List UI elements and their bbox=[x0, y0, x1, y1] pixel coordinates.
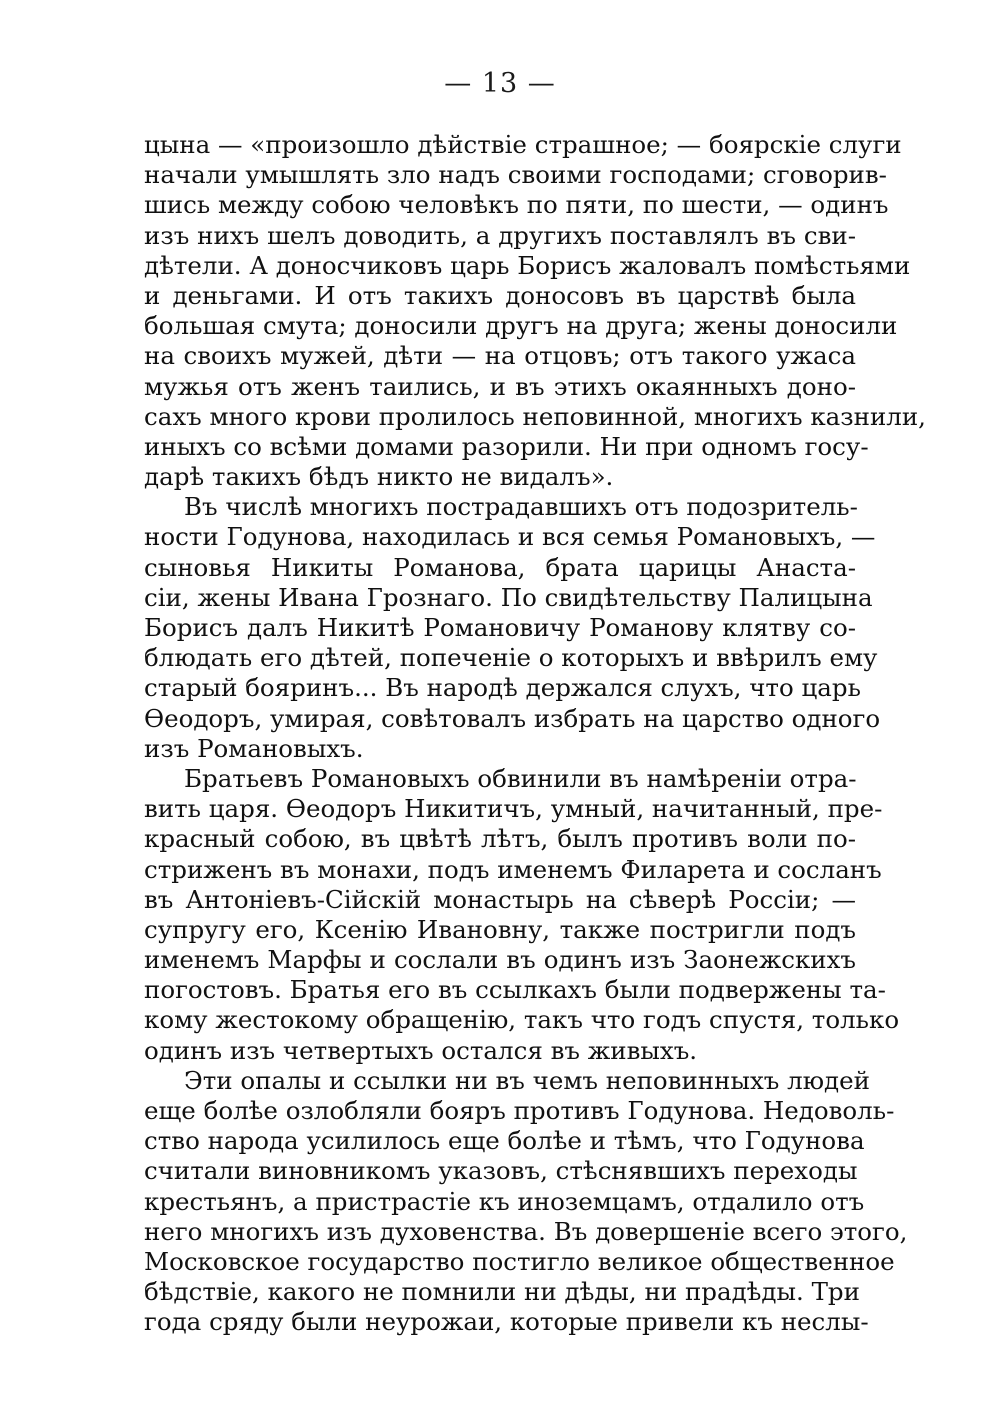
text-line: на своихъ мужей, дѣти — на отцовъ; отъ такого ужаса bbox=[144, 341, 856, 371]
text-line: начали умышлять зло надъ своими господами; сговорив- bbox=[144, 160, 887, 190]
text-line: сыновья Никиты Романова, брата царицы Анаста- bbox=[144, 552, 856, 582]
text-line: бѣдствіе, какого не помнили ни дѣды, ни прадѣды. Три bbox=[144, 1277, 860, 1307]
text-line: изъ Романовыхъ. bbox=[144, 733, 364, 763]
text-line: шись между собою человѣкъ по пяти, по шести, — одинъ bbox=[144, 190, 889, 220]
text-line: Въ числѣ многихъ пострадавшихъ отъ подозритель- bbox=[184, 492, 858, 522]
text-line: мужья отъ женъ таились, и въ этихъ окаянныхъ доно- bbox=[144, 371, 856, 401]
text-line: большая смута; доносили другъ на друга; жены доносили bbox=[144, 311, 898, 341]
text-line: него многихъ изъ духовенства. Въ довершеніе всего этого, bbox=[144, 1216, 908, 1246]
page-number: — 13 — bbox=[444, 68, 556, 99]
text-line: вить царя. Ѳеодоръ Никитичъ, умный, начитанный, пре- bbox=[144, 794, 883, 824]
text-line: сіи, жены Ивана Грознаго. По свидѣтельству Палицына bbox=[144, 582, 873, 612]
text-line: кому жестокому обращенію, такъ что годъ спустя, только bbox=[144, 1005, 900, 1035]
text-line: ности Годунова, находилась и вся семья Романовыхъ, — bbox=[144, 522, 876, 552]
text-line: блюдать его дѣтей, попеченіе о которыхъ и ввѣрилъ ему bbox=[144, 643, 878, 673]
page-body-text bbox=[144, 130, 926, 1338]
text-line: въ Антоніевъ-Сійскій монастырь на сѣверѣ Россіи; — bbox=[144, 884, 856, 914]
text-line: Московское государство постигло великое общественное bbox=[144, 1246, 895, 1276]
text-line: супругу его, Ксенію Ивановну, также постригли подъ bbox=[144, 914, 856, 944]
text-line: сахъ много крови пролилось неповинной, многихъ казнили, bbox=[144, 401, 926, 431]
text-line: Эти опалы и ссылки ни въ чемъ неповинныхъ людей bbox=[184, 1065, 870, 1095]
text-line: стриженъ въ монахи, подъ именемъ Филарета и сосланъ bbox=[144, 854, 882, 884]
text-line: изъ нихъ шелъ доводить, а другихъ поставлялъ въ сви- bbox=[144, 220, 856, 250]
text-line: ство народа усилилось еще болѣе и тѣмъ, что Годунова bbox=[144, 1126, 865, 1156]
text-line: именемъ Марфы и сослали въ одинъ изъ Заонежскихъ bbox=[144, 945, 856, 975]
text-line: года сряду были неурожаи, которые привели къ неслы- bbox=[144, 1307, 869, 1337]
text-line: крестьянъ, а пристрастіе къ иноземцамъ, отдалило отъ bbox=[144, 1186, 865, 1216]
text-line: Борисъ далъ Никитѣ Романовичу Романову клятву со- bbox=[144, 613, 856, 642]
text-line: погостовъ. Братья его въ ссылкахъ были подвержены та- bbox=[144, 975, 886, 1005]
text-line: дарѣ такихъ бѣдъ никто не видалъ». bbox=[144, 462, 614, 492]
text-line: считали виновникомъ указовъ, стѣснявшихъ переходы bbox=[144, 1156, 858, 1186]
text-line: цына — «произошло дѣйствіе страшное; — боярскіе слуги bbox=[144, 130, 902, 159]
text-line: дѣтели. А доносчиковъ царь Борисъ жаловалъ помѣстьями bbox=[144, 250, 911, 280]
text-line: и деньгами. И отъ такихъ доносовъ въ царствѣ была bbox=[144, 280, 856, 310]
text-line: Братьевъ Романовыхъ обвинили въ намѣреніи отра- bbox=[184, 763, 857, 793]
text-line: еще болѣе озлобляли бояръ противъ Годунова. Недоволь- bbox=[144, 1096, 895, 1125]
text-line: старый бояринъ... Въ народѣ держался слухъ, что царь bbox=[144, 673, 861, 703]
text-line: Ѳеодоръ, умирая, совѣтовалъ избрать на царство одного bbox=[144, 703, 881, 733]
text-line: одинъ изъ четвертыхъ остался въ живыхъ. bbox=[144, 1035, 698, 1065]
text-line: красный собою, въ цвѣтѣ лѣтъ, былъ противъ воли по- bbox=[144, 824, 856, 854]
text-line: иныхъ со всѣми домами разорили. Ни при одномъ госу- bbox=[144, 431, 869, 461]
